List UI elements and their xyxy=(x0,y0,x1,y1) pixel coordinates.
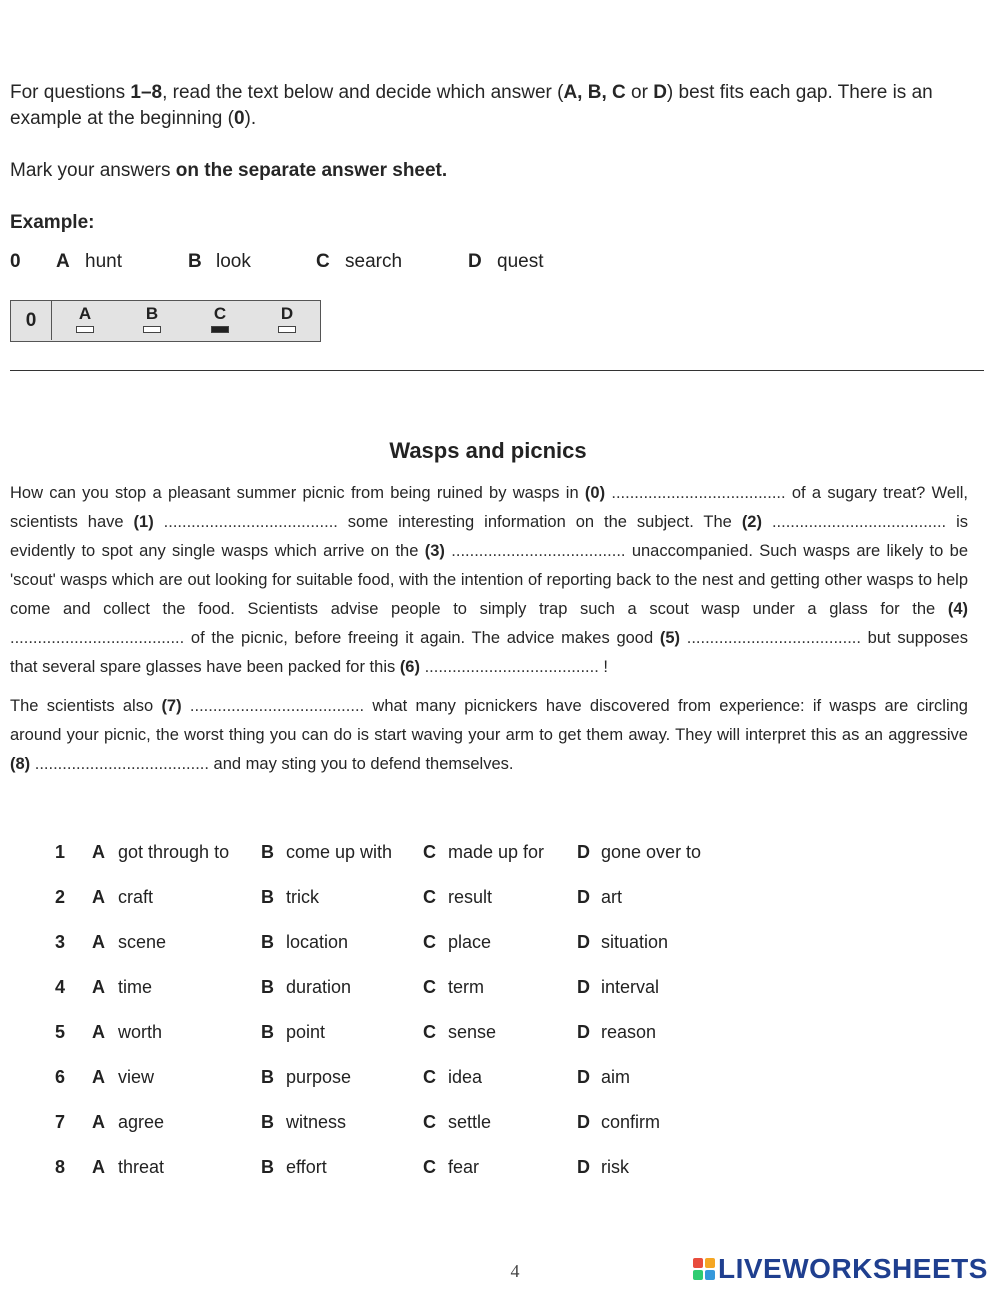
answer-option-c: C xyxy=(208,305,232,333)
passage-paragraph-2: The scientists also (7) ...................................... what many picnickers have discovered from experience: if wasps are circling around your picnic, the worst thing you can do is start waving your arm to get them away. They will interpret this as an aggressive (8) ...................................... and may sting you to defend themselves. xyxy=(10,697,968,773)
question-row: 3 A scene B location C place D situation xyxy=(55,932,669,952)
answer-option-a: A xyxy=(73,305,97,333)
page-title: Wasps and picnics xyxy=(389,438,587,463)
question-row: 2 A craft B trick C result D art xyxy=(55,887,623,907)
logo-tile xyxy=(693,1258,703,1268)
page-number: 4 xyxy=(510,1261,520,1281)
answer-option-d: D xyxy=(275,305,299,333)
question-row: 4 A time B duration C term D interval xyxy=(55,977,660,997)
divider xyxy=(10,370,984,371)
question-row: 5 A worth B point C sense D reason xyxy=(55,1022,657,1042)
question-row: 8 A threat B effort C fear D risk xyxy=(55,1157,629,1177)
question-row: 1 A got through to B come up with C made up for D gone over to xyxy=(55,842,702,862)
logo-tile xyxy=(693,1270,703,1280)
logo-text: LIVEWORKSHEETS xyxy=(718,1253,988,1284)
liveworksheets-logo[interactable] xyxy=(693,1253,988,1285)
answer-box-number: 0 xyxy=(11,301,52,340)
selected-answer-mark xyxy=(211,326,229,333)
example-heading: Example: xyxy=(10,212,95,233)
question-row: 6 A view B purpose C idea D aim xyxy=(55,1067,631,1087)
logo-tile xyxy=(705,1258,715,1268)
answer-sheet-note: Mark your answers on the separate answer sheet. xyxy=(10,160,448,181)
answer-option-b: B xyxy=(140,305,164,333)
question-row: 7 A agree B witness C settle D confirm xyxy=(55,1112,661,1132)
instructions-line: For questions 1–8, read the text below and decide which answer (A, B, C or D) best fits each gap. There is an example at the beginning (0). xyxy=(10,82,933,129)
logo-tiles-icon xyxy=(693,1258,715,1280)
logo-tile xyxy=(705,1270,715,1280)
passage-paragraph-1: How can you stop a pleasant summer picnic from being ruined by wasps in (0) ...................................... of a sugary treat? Well, scientists have (1) ...................................... some interesting information on the subject. The (2) ...................................... is evidently to spot any single wasps which arrive on the (3) ...................................... unaccompanied. Such wasps are likely to be 'scout' wasps which are out looking for suitable food, with the intention of reporting back to the nest and getting other wasps to help come and collect the food. Scientists advise people to simply trap such a scout wasp under a glass for the (4) ...................................... of the picnic, before freeing it again. The advice makes good (5) ...................................... but supposes that several spare glasses have been packed for this (6) ...................................... ! xyxy=(10,484,969,676)
example-answer-box xyxy=(10,300,321,342)
